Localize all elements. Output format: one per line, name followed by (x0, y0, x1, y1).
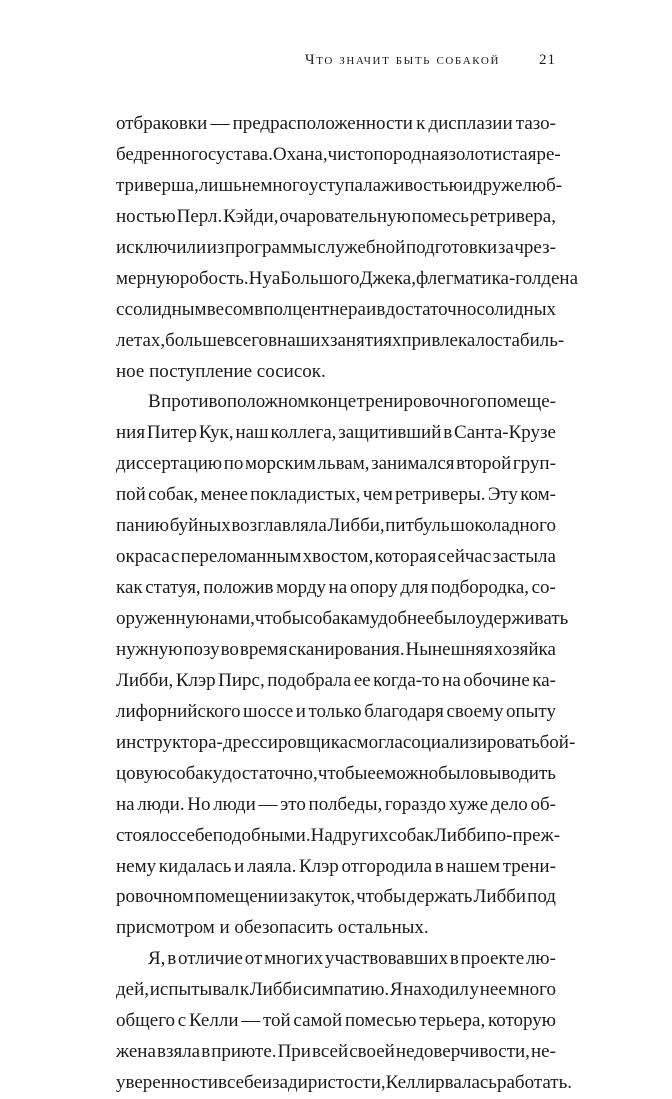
text-line: общего с Келли — той самой помесью терьера, которую (116, 1010, 556, 1032)
paragraph (116, 109, 579, 387)
body-text (116, 109, 579, 1099)
paragraph (116, 387, 576, 944)
text-line: как статуя, положив морду на опору для подбородка, со- (116, 577, 556, 599)
page-number: 21 (539, 52, 556, 68)
text-line: дей, испытывал к Либби симпатию. Я находил у нее много (116, 979, 556, 1001)
text-line: уверенности в себе и задиристости, Келли рвалась работать. (116, 1072, 573, 1094)
text-line: цовую собаку достаточно, чтобы ее можно было выводить (116, 762, 556, 784)
running-title: Что значит быть собакой (304, 52, 500, 68)
text-line: ностью Перл. Кэйди, очаровательную помесь ретривера, (116, 205, 556, 227)
text-line: Либби, Клэр Пирс, подобрала ее когда-то на обочине ка- (116, 669, 556, 691)
text-line: стояло с себе подобными. На других собак Либби по-преж- (116, 824, 561, 846)
text-line: ное поступление сосисок. (116, 360, 326, 382)
text-line: ровочном помещении закуток, чтобы держать Либби под (116, 886, 556, 908)
text-line: оруженную нами, чтобы собакам удобнее было удерживать (116, 608, 569, 629)
text-line: летах, больше всего в наших занятиях привлекало стабиль- (116, 329, 565, 351)
text-line: присмотром и обезопасить остальных. (116, 917, 429, 939)
text-line: триверша, лишь немного уступала живостью и дружелюб- (116, 174, 563, 196)
text-line: окраса с переломанным хвостом, которая сейчас застыла (116, 546, 556, 568)
text-line: лифорнийского шоссе и только благодаря своему опыту (116, 700, 556, 722)
text-line: Я, в отличие от многих участвовавших в проекте лю- (148, 948, 556, 970)
text-line: жена взяла в приюте. При всей своей недоверчивости, не- (116, 1041, 556, 1063)
text-line: бедренного сустава. Охана, чистопородная золотистая ре- (116, 143, 561, 165)
text-line: нужную позу во время сканирования. Нынешняя хозяйка (116, 638, 556, 660)
text-line: инструктора-дрессировщика смогла социализировать бой- (116, 731, 576, 753)
text-line: с солидным весом в полцентнера и в достаточно солидных (116, 298, 556, 320)
text-line: диссертацию по морским львам, занимался второй груп- (116, 453, 556, 475)
text-line: пой собак, менее покладистых, чем ретриверы. Эту ком- (116, 484, 556, 506)
text-line: отбраковки — предрасположенности к дисплазии тазо- (116, 113, 556, 134)
paragraph (116, 944, 573, 1099)
text-line: на люди. Но люди — это полбеды, гораздо хуже дело об- (116, 793, 556, 815)
text-line: мерную робость. Ну а Большого Джека, флегматика-голдена (116, 267, 579, 289)
text-line: исключили из программы служебной подготовки за чрез- (116, 236, 556, 258)
text-line: нему кидалась и лаяла. Клэр отгородила в нашем трени- (116, 855, 556, 877)
text-line: панию буйных возглавляла Либби, питбуль шоколадного (116, 515, 556, 537)
running-header (116, 52, 556, 76)
text-line: ния Питер Кук, наш коллега, защитивший в Санта-Крузе (116, 422, 556, 444)
text-line: В противоположном конце тренировочного помеще- (148, 391, 556, 413)
